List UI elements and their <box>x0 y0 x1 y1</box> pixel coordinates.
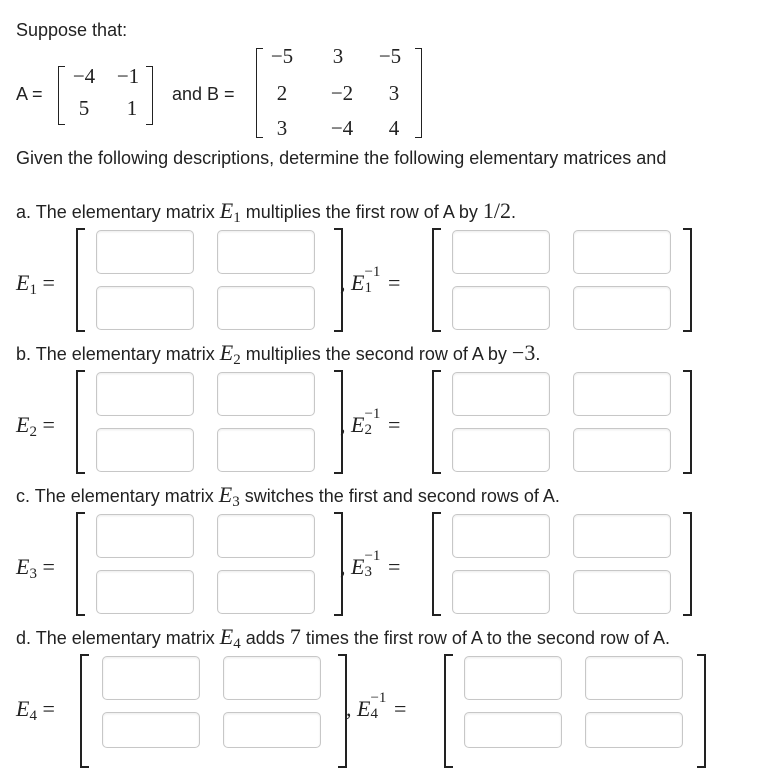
part-letter: a. <box>16 202 32 222</box>
e-symbol: E <box>219 340 234 365</box>
e2-inv-entry-r1c2[interactable] <box>573 372 671 416</box>
e-symbol: E <box>16 696 30 721</box>
equals-sign: = <box>42 412 55 437</box>
equals-sign: = <box>387 270 401 295</box>
matrix-b-cell: 3 <box>276 116 288 140</box>
matrix-b-cell: 2 <box>276 81 288 105</box>
part-c-description <box>16 482 560 511</box>
e1-left-bracket <box>76 228 85 332</box>
e1-inverse-label <box>340 264 401 296</box>
e1-entry-r1c1[interactable] <box>96 230 194 274</box>
e2-left-bracket <box>76 370 85 474</box>
comma: , <box>346 696 352 721</box>
e-subscript: 2 <box>233 352 241 368</box>
e1-inv-right-bracket <box>683 228 692 332</box>
part-letter: d. <box>16 628 32 648</box>
e3-inverse-label <box>340 548 401 580</box>
part-text: The elementary matrix <box>35 344 215 364</box>
matrix-b-cell: 4 <box>388 116 400 140</box>
e3-inv-entry-r2c2[interactable] <box>573 570 671 614</box>
part-value: 7 <box>289 624 301 649</box>
part-text: adds <box>245 628 285 648</box>
e-symbol: E <box>351 270 365 295</box>
part-text: multiplies the second row of A by <box>245 344 507 364</box>
equals-sign: = <box>387 412 401 437</box>
e4-inv-right-bracket <box>697 654 706 768</box>
e2-entry-r1c1[interactable] <box>96 372 194 416</box>
e2-inv-entry-r2c2[interactable] <box>573 428 671 472</box>
part-text: The elementary matrix <box>34 486 214 506</box>
e-symbol: E <box>16 270 30 295</box>
e-subscript: 3 <box>29 566 37 582</box>
part-end: . <box>510 202 516 222</box>
e-symbol: E <box>357 696 371 721</box>
e1-label <box>16 270 55 299</box>
e4-entry-r2c1[interactable] <box>102 712 200 748</box>
e-subscript: 4 <box>233 636 241 652</box>
e-subscript: 1 <box>29 282 37 298</box>
e2-entry-r1c2[interactable] <box>217 372 315 416</box>
inverse-superscript: −1 <box>370 690 387 706</box>
matrix-b-cell: −5 <box>378 44 402 68</box>
matrix-b-cell: −2 <box>330 81 354 105</box>
e-symbol: E <box>351 554 365 579</box>
e-subscript: 2 <box>364 422 372 438</box>
part-value: 1/2 <box>482 198 511 223</box>
e4-inv-entry-r2c1[interactable] <box>464 712 562 748</box>
e-subscript: 1 <box>233 210 241 226</box>
e4-inv-left-bracket <box>444 654 453 768</box>
e4-inv-entry-r1c1[interactable] <box>464 656 562 700</box>
part-text: The elementary matrix <box>35 202 215 222</box>
e3-entry-r1c1[interactable] <box>96 514 194 558</box>
matrix-b-label: and B = <box>172 84 235 104</box>
matrix-a-cell: −1 <box>116 64 140 88</box>
e3-inv-right-bracket <box>683 512 692 616</box>
part-a-description <box>16 198 516 227</box>
equals-sign: = <box>42 696 55 721</box>
equals-sign: = <box>387 554 401 579</box>
comma: , <box>340 412 346 437</box>
e2-inv-right-bracket <box>683 370 692 474</box>
e1-entry-r1c2[interactable] <box>217 230 315 274</box>
e2-inverse-label <box>340 406 401 438</box>
comma: , <box>340 270 346 295</box>
e3-inv-entry-r2c1[interactable] <box>452 570 550 614</box>
part-letter: b. <box>16 344 32 364</box>
e-subscript: 3 <box>232 494 240 510</box>
e1-inv-entry-r2c2[interactable] <box>573 286 671 330</box>
part-text: multiplies the first row of A by <box>245 202 478 222</box>
matrix-b-cell: 3 <box>388 81 400 105</box>
e-symbol: E <box>16 554 30 579</box>
e2-entry-r2c1[interactable] <box>96 428 194 472</box>
e1-inv-left-bracket <box>432 228 441 332</box>
e1-inv-entry-r2c1[interactable] <box>452 286 550 330</box>
e2-inv-entry-r1c1[interactable] <box>452 372 550 416</box>
e4-entry-r1c1[interactable] <box>102 656 200 700</box>
e3-inv-entry-r1c1[interactable] <box>452 514 550 558</box>
e3-inv-left-bracket <box>432 512 441 616</box>
equals-sign: = <box>393 696 407 721</box>
e3-inv-entry-r1c2[interactable] <box>573 514 671 558</box>
e-subscript: 4 <box>29 708 37 724</box>
matrix-a-cell: −4 <box>72 64 96 88</box>
e-symbol: E <box>218 482 233 507</box>
matrix-a-label: A = <box>16 84 43 104</box>
e-subscript: 2 <box>29 424 37 440</box>
e-subscript: 4 <box>370 706 378 722</box>
comma: , <box>340 554 346 579</box>
e4-inv-entry-r2c2[interactable] <box>585 712 683 748</box>
inverse-superscript: −1 <box>364 406 381 422</box>
part-end: times the first row of A to the second row of A. <box>305 628 671 648</box>
e-subscript: 3 <box>364 564 372 580</box>
equals-sign: = <box>42 554 55 579</box>
e1-inv-entry-r1c2[interactable] <box>573 230 671 274</box>
matrix-b-cell: 3 <box>332 44 344 68</box>
part-letter: c. <box>16 486 31 506</box>
part-end: . <box>535 344 541 364</box>
part-b-description <box>16 340 540 369</box>
matrix-b-cell: −4 <box>330 116 354 140</box>
e2-inv-entry-r2c1[interactable] <box>452 428 550 472</box>
part-text: switches the first and second rows of A. <box>244 486 560 506</box>
e-subscript: 1 <box>364 280 372 296</box>
e4-label <box>16 696 55 725</box>
e2-entry-r2c2[interactable] <box>217 428 315 472</box>
intro-text: Suppose that: <box>16 20 128 40</box>
e2-inv-left-bracket <box>432 370 441 474</box>
e4-entry-r1c2[interactable] <box>223 656 321 700</box>
e-symbol: E <box>16 412 30 437</box>
inverse-superscript: −1 <box>364 548 381 564</box>
e1-entry-r2c2[interactable] <box>217 286 315 330</box>
e3-left-bracket <box>76 512 85 616</box>
matrix-a-cell: 1 <box>126 96 138 120</box>
e1-entry-r2c1[interactable] <box>96 286 194 330</box>
matrix-b-right-bracket <box>415 48 422 138</box>
e2-label <box>16 412 55 441</box>
e-symbol: E <box>219 624 234 649</box>
e3-entry-r2c2[interactable] <box>217 570 315 614</box>
e4-inverse-label <box>346 690 407 722</box>
inverse-superscript: −1 <box>364 264 381 280</box>
matrix-a-cell: 5 <box>78 96 90 120</box>
e4-inv-entry-r1c2[interactable] <box>585 656 683 700</box>
part-text: The elementary matrix <box>35 628 215 648</box>
equals-sign: = <box>42 270 55 295</box>
e-symbol: E <box>219 198 234 223</box>
part-d-description <box>16 624 670 653</box>
matrix-b-cell: −5 <box>270 44 294 68</box>
e1-inv-entry-r1c1[interactable] <box>452 230 550 274</box>
e4-entry-r2c2[interactable] <box>223 712 321 748</box>
e3-label <box>16 554 55 583</box>
instructions-text: Given the following descriptions, determine the following elementary matrices and <box>16 148 667 168</box>
e-symbol: E <box>351 412 365 437</box>
e3-entry-r2c1[interactable] <box>96 570 194 614</box>
e4-left-bracket <box>80 654 89 768</box>
part-value: −3 <box>511 340 536 365</box>
e3-entry-r1c2[interactable] <box>217 514 315 558</box>
